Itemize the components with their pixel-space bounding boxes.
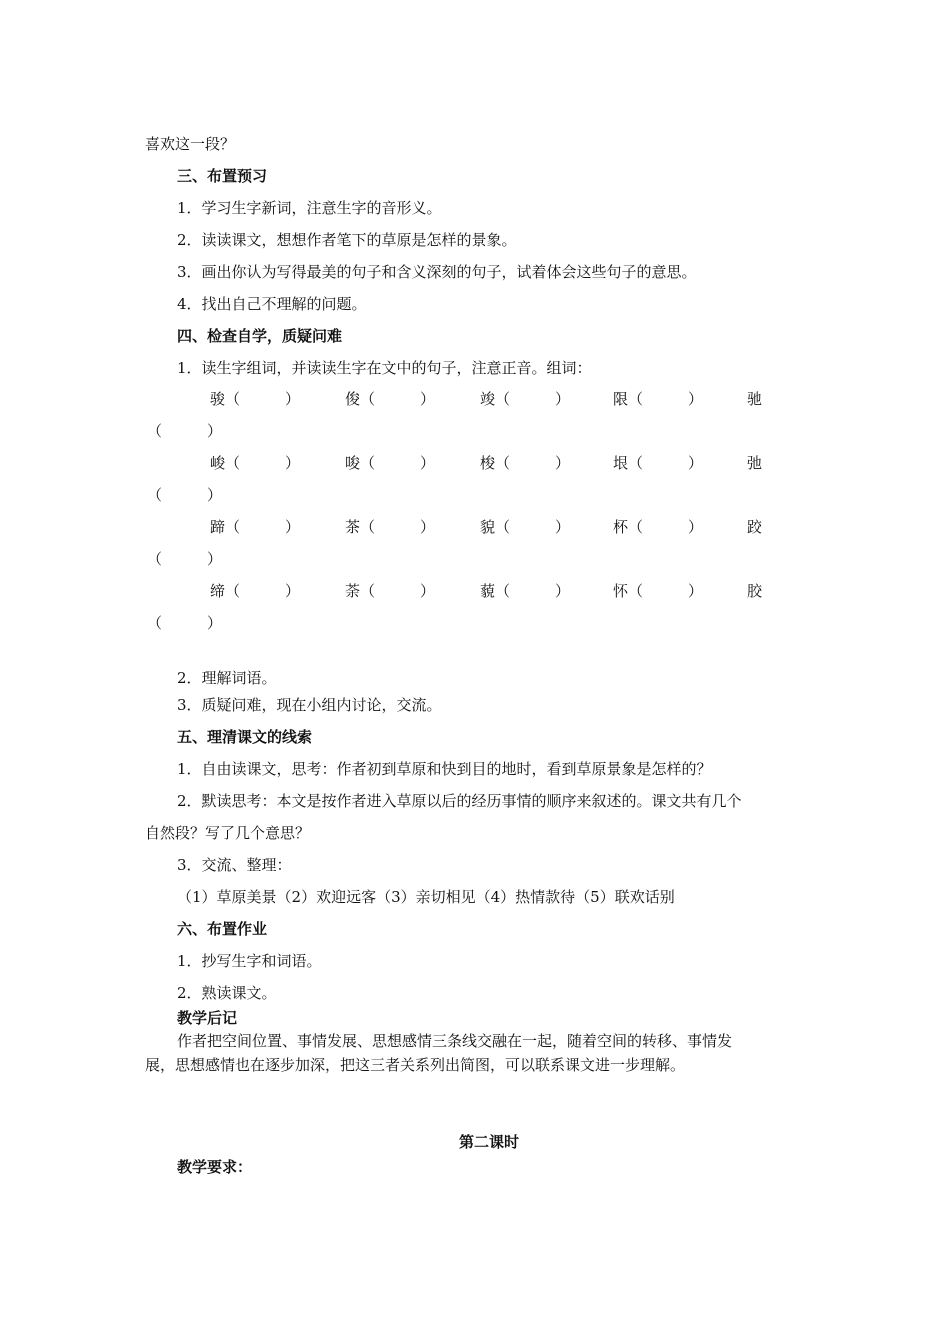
word-cell: 茶（ ）	[345, 518, 436, 536]
word-cell-continuation: （ ）	[147, 614, 223, 632]
word-cell: 荼（ ）	[345, 582, 436, 600]
list-item: 2．默读思考：本文是按作者进入草原以后的经历事情的顺序来叙述的。课文共有几个	[177, 792, 742, 810]
word-cell: 缔（ ）	[210, 582, 301, 600]
word-cell: 貌（ ）	[480, 518, 571, 536]
word-cell: 骏（ ）	[210, 390, 301, 408]
word-cell: 弛	[747, 454, 763, 472]
section-heading-check: 四、检查自学，质疑问难	[177, 327, 343, 345]
word-cell: 垠（ ）	[613, 454, 704, 472]
word-cell: 杯（ ）	[613, 518, 704, 536]
word-cell: 跤	[747, 518, 763, 536]
paragraph-end: 喜欢这一段？	[145, 135, 236, 153]
list-item: 2．读读课文，想想作者笔下的草原是怎样的景象。	[177, 231, 517, 249]
section-heading-homework: 六、布置作业	[177, 920, 268, 938]
word-cell: 唆（ ）	[345, 454, 436, 472]
list-item: 1．读生字组词，并读读生字在文中的句子，注意正音。组词：	[177, 359, 592, 377]
word-cell: 胶	[747, 582, 763, 600]
list-item: 3．交流、整理：	[177, 856, 292, 874]
word-cell-continuation: （ ）	[147, 486, 223, 504]
list-item: 1．学习生字新词，注意生字的音形义。	[177, 199, 442, 217]
word-cell: 蹄（ ）	[210, 518, 301, 536]
list-item: 2．理解词语。	[177, 669, 277, 687]
lesson-title: 第二课时	[459, 1133, 520, 1151]
afterword-heading: 教学后记	[177, 1009, 238, 1027]
word-cell: 限（ ）	[613, 390, 704, 408]
section-heading-preview: 三、布置预习	[177, 167, 268, 185]
afterword-text: 作者把空间位置、事情发展、思想感情三条线交融在一起，随着空间的转移、事情发	[177, 1032, 733, 1050]
teaching-requirements-heading: 教学要求：	[177, 1158, 253, 1176]
word-cell: 梭（ ）	[480, 454, 571, 472]
word-cell: 藐（ ）	[480, 582, 571, 600]
summary-line: （1）草原美景（2）欢迎远客（3）亲切相见（4）热情款待（5）联欢话别	[177, 888, 675, 906]
word-cell-continuation: （ ）	[147, 422, 223, 440]
list-item: 3．质疑问难，现在小组内讨论，交流。	[177, 696, 442, 714]
list-item: 2．熟读课文。	[177, 984, 277, 1002]
word-cell: 峻（ ）	[210, 454, 301, 472]
section-heading-clues: 五、理清课文的线索	[177, 728, 313, 746]
list-item: 1．自由读课文，思考：作者初到草原和快到目的地时，看到草原景象是怎样的？	[177, 760, 712, 778]
list-item-continuation: 自然段？写了几个意思？	[145, 824, 311, 842]
word-cell: 竣（ ）	[480, 390, 571, 408]
list-item: 1．抄写生字和词语。	[177, 952, 322, 970]
word-cell: 怀（ ）	[613, 582, 704, 600]
word-cell: 俊（ ）	[345, 390, 436, 408]
list-item: 3．画出你认为写得最美的句子和含义深刻的句子，试着体会这些句子的意思。	[177, 263, 697, 281]
word-cell: 驰	[747, 390, 763, 408]
afterword-text-continuation: 展，思想感情也在逐步加深，把这三者关系列出简图，可以联系课文进一步理解。	[145, 1056, 686, 1074]
list-item: 4．找出自己不理解的问题。	[177, 295, 367, 313]
word-cell-continuation: （ ）	[147, 550, 223, 568]
